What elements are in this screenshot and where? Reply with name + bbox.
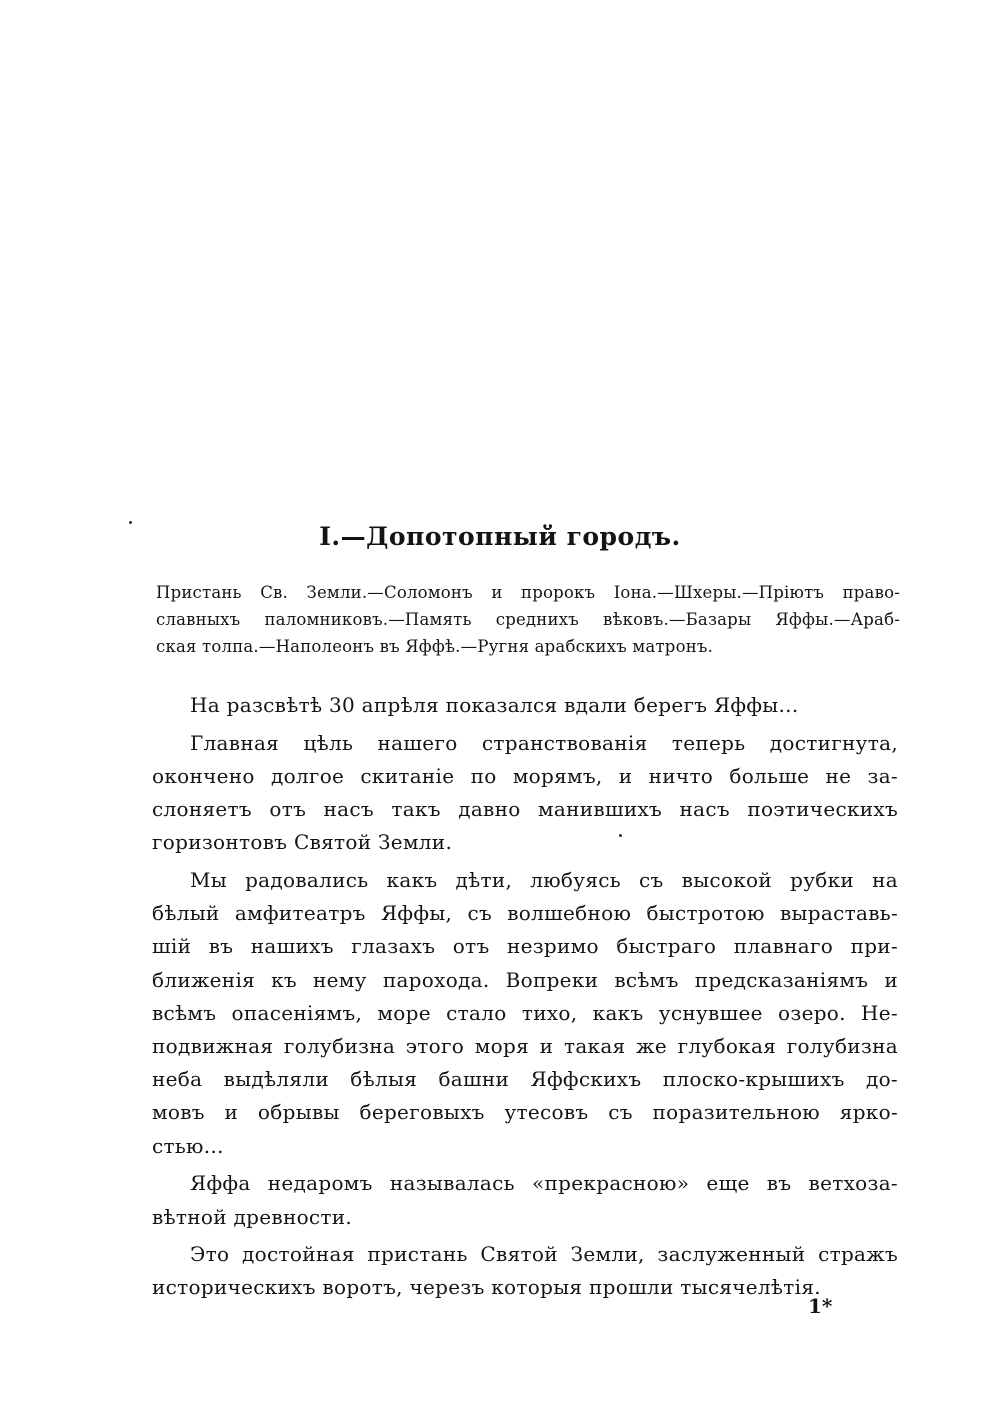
- synopsis-line: славныхъ паломниковъ.—Память среднихъ вѣковъ.—Базары Яффы.—Араб-: [156, 610, 900, 629]
- text-line: мовъ и обрывы береговыхъ утесовъ съ поразительною ярко-: [152, 1100, 898, 1125]
- text-line: Мы радовались какъ дѣти, любуясь съ высокой рубки на: [190, 868, 898, 893]
- printer-signature-mark: 1*: [808, 1294, 833, 1318]
- text-line: историческихъ воротъ, черезъ которыя прошли тысячелѣтія.: [152, 1275, 821, 1300]
- paragraph: [152, 864, 898, 1163]
- text-line: бѣлый амфитеатръ Яффы, съ волшебною быстротою выраставь-: [152, 901, 898, 926]
- text-line: шій въ нашихъ глазахъ отъ незримо быстраго плавнаго при-: [152, 934, 898, 959]
- text-line: Это достойная пристань Святой Земли, заслуженный стражъ: [190, 1242, 898, 1267]
- synopsis-line: Пристань Св. Земли.—Соломонъ и пророкъ Іона.—Шхеры.—Пріютъ право-: [156, 583, 900, 602]
- paragraph: [152, 1238, 898, 1304]
- text-line: ближенія къ нему парохода. Вопреки всѣмъ предсказаніямъ и: [152, 967, 898, 992]
- paragraph: [152, 689, 898, 722]
- text-line: горизонтовъ Святой Земли.: [152, 830, 453, 855]
- text-line: Яффа недаромъ называлась «прекрасною» еще въ ветхоза-: [190, 1171, 898, 1196]
- text-line: стью...: [152, 1133, 224, 1158]
- text-line: окончено долгое скитаніе по морямъ, и ничто больше не за-: [152, 763, 898, 788]
- text-line: неба выдѣляли бѣлыя башни Яффскихъ плоско-крышихъ до-: [152, 1067, 898, 1092]
- text-line: На разсвѣтѣ 30 апрѣля показался вдали берегъ Яффы...: [190, 693, 799, 717]
- text-line: слоняетъ отъ насъ такъ давно манившихъ насъ поэтическихъ: [152, 797, 898, 822]
- text-line: вѣтной древности.: [152, 1204, 353, 1229]
- body-text: [152, 689, 898, 1309]
- text-line: Главная цѣль нашего странствованія теперь достигнута,: [190, 730, 898, 755]
- paragraph: [152, 727, 898, 860]
- paragraph: [152, 1167, 898, 1233]
- text-line: всѣмъ опасеніямъ, море стало тихо, какъ уснувшее озеро. Не-: [152, 1000, 898, 1025]
- chapter-title: I.—Допотопный городъ.: [319, 522, 681, 551]
- print-speck: [129, 521, 132, 524]
- text-line: подвижная голубизна этого моря и такая же глубокая голубизна: [152, 1034, 898, 1059]
- print-speck: [619, 834, 622, 837]
- synopsis-line: ская толпа.—Наполеонъ въ Яффѣ.—Ругня арабскихъ матронъ.: [156, 637, 714, 656]
- chapter-synopsis: [156, 579, 900, 660]
